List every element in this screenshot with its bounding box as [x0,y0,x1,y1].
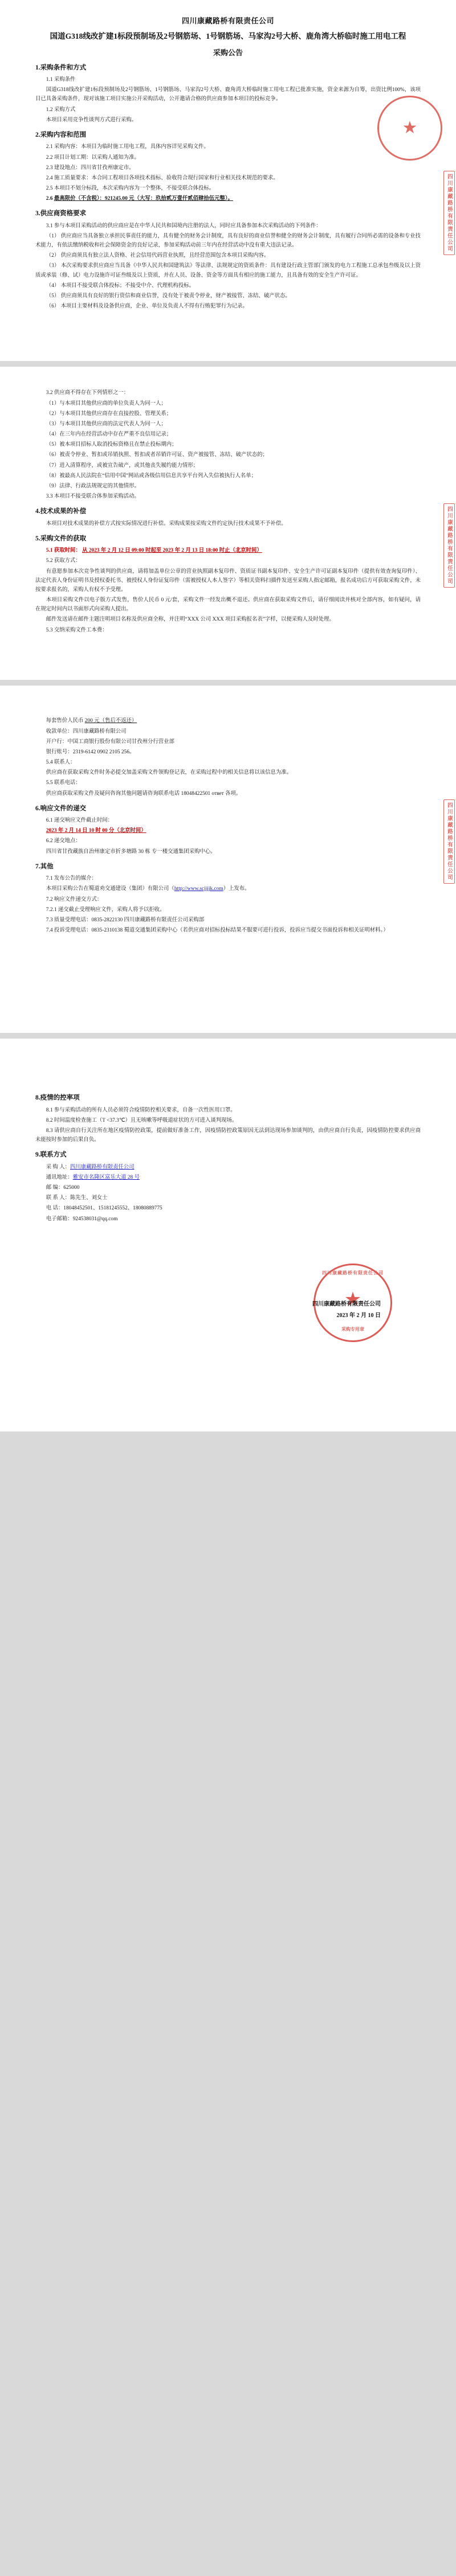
section-heading-9: 9.联系方式 [35,1151,67,1159]
contact-email: 电子邮箱：924538031@qq.com [46,1216,118,1222]
para-3-1-3: （3） 本次采购要求供应商应当具备《中华人民共和国建筑法》等法律、法规规定的资质条件：具有建设行政主管部门颁发的电力工程施工总承包叁级及以上资质或承装（修、试）电力设施许可证叁级及以上资质，并在人员、设备、资金等方面具有相应的施工能力，且具备有效的安全生产许可证。 [35,263,421,278]
section-heading-7: 7.其他 [35,863,54,870]
sheet-2 [0,361,456,680]
para-5-3: 5.3 交纳采购文件工本费： [46,627,108,633]
section-heading-6: 6.响应文件的递交 [35,805,87,812]
edge-vertical-seal-1: 四川康藏路桥有限责任公司 [443,171,455,255]
para-3-2-item-1: （1）与本项目其他供应商的单位负责人为同一人； [46,400,166,407]
edge-vertical-seal-2: 四川康藏路桥有限责任公司 [443,503,455,588]
para-2-2: 2.2 项目计划工期：以采购人通知为准。 [46,154,140,161]
para-1-1-body: 国道G318线改扩建1标段预制场及2号钢筋场、1号钢筋场、马家沟2号大桥、鹿角湾大桥临时施工用电工程已批准实施，资金来源为自筹，出资比例100%，该项目已具备采购条件，现对该施工项目实施公开采购活动，公开邀请合格的供应商参加本项目的投标竞争。 [35,87,421,102]
contact-phone: 电 话：18048452501、15181245552、18080889775 [46,1205,162,1212]
para-3-1-5: （5） 供应商须具有良好的银行资信和商业信誉，没有处于被责令停业，财产被接管、冻结、破产状态。 [46,293,291,299]
para-6-1-deadline: 2023 年 2 月 14 日 10 时 00 分（北京时间） [46,828,146,834]
seal-top-text: 四川康藏路桥有限责任公司 [322,1270,384,1275]
para-7-2-1: 7.2.1 递交截止受理响应文件，采购人将予以拒收。 [46,906,165,913]
para-3-2-intro: 3.2 供应商不得存在下列情形之一： [46,390,129,396]
para-5-2-body2: 本项目采购文件以电子版方式发售，售价人民币 0 元/套，采购文件一经发出概不退还。供应商在获取采购文件后，请仔细阅读并核对全部内容，如有疑问，请在规定时间内以书面形式向采购人提出。 [35,597,421,613]
contact-purchaser: 采 购 人：四川康藏路桥有限责任公司 [46,1164,135,1170]
para-3-1-6: （6） 本项目主要材料及设备供应商，企业、单位及负责人不得有行贿犯罪行为记录。 [46,303,248,310]
signature-block [35,1246,421,1343]
signature-company: 四川康藏路桥有限责任公司 [312,1301,381,1307]
signature-date: 2023 年 2 月 10 日 [336,1312,381,1319]
para-5-1: 5.1 获取时间： 从 2023 年 2 月 12 日 09:00 时起至 2023 年 2 月 13 日 18:00 时止（北京时间） [46,548,262,554]
para-3-2-item-8: （8）被最高人民法院在“信用中国”网站或各级信用信息共享平台列入失信被执行人名单； [46,473,257,479]
section-heading-1: 1.采购条件和方式 [35,64,87,71]
para-7-1-body: 本项目采购公告在蜀道劝交通建设（集团）有限公司（http://www.scjjjjk.com）上发布。 [46,886,250,892]
para-8-1: 8.1 参与采购活动的所有人员必须符合疫情防控相关要求，自备一次性医用口罩。 [46,1107,236,1113]
para-3-1-1: （1） 供应商应当具备独立承担民事责任的能力，具有健全的财务会计制度，具有良好的商业信誉和健全的财务会计制度，具有履行合同所必需的设备和专业技术能力，有依法缴纳税收和社会保障资金的良好记录，参加采购活动前三年内在经营活动中没有重大违法记录。 [35,233,421,249]
para-4-body: 本项目对技术成果的补偿方式按实际情况进行补偿。采购成果按采购文件约定执行技术成果不予补偿。 [46,520,287,527]
para-fee-amount: 每套售价人民币 200 元（售后不返还） [46,718,137,724]
para-2-3: 2.3 建设地点：四川省甘孜州康定市。 [46,165,135,171]
para-3-1: 3.1 参与本项目采购活动的供应商应是在中华人民共和国境内注册的法人，同时应具备参加本次采购活动的下列条件： [46,223,321,229]
para-5-2-body3: 邮件发送请在邮件主题注明项目名称及供应商全称，并注明“XXX 公司 XXX 项目采购报名表”字样，以便采购人及时处理。 [46,617,335,623]
section-heading-3: 3.供应商资格要求 [35,210,87,218]
contact-address: 通讯地址：雅安市名隆区富乐大道 28 号 [46,1174,140,1180]
para-5-5-body: 供应商获取采购文件及疑问咨询其他问题请咨询联系电话 18048422501 ответ 各项。 [46,790,242,797]
para-5-4-body: 供应商在获取采购文件时务必提交加盖采购文件领购登记表，在采购过程中的相关信息将以该信息为准。 [46,770,292,776]
contact-person: 联 系 人：陈先生、刘女士 [46,1195,108,1201]
para-2-5: 2.5 本项目不划分标段，本次采购内容为一个整体，不接受联合体投标。 [46,186,215,192]
para-7-1: 7.1 发布公告的媒介： [46,876,97,882]
para-payee: 收款单位：四川康藏路桥有限公司 [46,728,127,735]
para-7-3: 7.3 质量受理电话：0835-2822130 四川康藏路桥有限责任公司采购部 [46,917,205,923]
section-heading-8: 8.疫情的控率项 [35,1094,80,1102]
para-3-2-item-5: （5）被本项目招标人取消投标资格且在禁止投标期内； [46,442,177,448]
para-2-6-max-price: 2.6 最高限价（不含税）：921245.00 元（大写：玖拾贰万壹仟贰佰肆拾伍元整）。 [46,196,233,202]
section-heading-2: 2.采购内容和范围 [35,131,87,138]
para-8-3: 8.3 请供应商自行关注所在地区疫情防控政策，提前做好准备工作，因疫情防控政策原因无法到达现场参加谈判的，由供应商自行负责，因疫情防控要求供应商未能按时参加的后果自负。 [35,1128,421,1143]
para-5-4: 5.4 联系人： [46,760,76,766]
para-1-1: 1.1 采购条件 [46,77,76,83]
seal-bottom-text: 采购专用章 [341,1326,364,1332]
sheet-1 [0,0,456,361]
document-subtitle: 采购公告 [213,48,243,57]
para-3-3: 3.3 本项目不接受联合体参加采购活动。 [46,494,140,500]
para-5-2-body: 有意愿参加本次竞争性谈判的供应商，请将加盖单位公章的营业执照副本复印件、资质证书副本复印件、安全生产许可证副本复印件（提供有效查询复印件）、法定代表人身份证明书及授权委托书、被授权人身份证复印件（需被授权人本人签字）等相关资料扫描件发送至采购人指定邮箱，报名成功后方可获取采购文件，未按要求报名的，采购人有权不予受理。 [35,568,421,593]
seal-star-icon: ★ [344,1289,362,1310]
section-heading-4: 4.技术成果的补偿 [35,508,87,515]
para-account: 银行账号：2319-6142 0902 2105 256。 [46,749,135,755]
para-6-2: 6.2 递交地点： [46,838,81,844]
para-3-2-item-4: （4）在三年内在经营活动中存在严重不良信用记录； [46,432,172,438]
para-7-4: 7.4 投诉受理电话：0835-2310138 蜀道交通集团采购中心（若供应商对招标投标结果不服要可进行投诉，投诉应当提交书面投诉和相关证明材料。） [46,928,389,934]
company-name: 四川康藏路桥有限责任公司 [181,17,274,25]
section-heading-5: 5.采购文件的获取 [35,535,87,542]
para-bank: 开户行：中国工商银行股份有限公司甘孜州分行营业部 [46,739,174,745]
para-3-1-4: （4） 本项目不接受联合体投标；不接受中介、代理机构投标。 [46,282,194,289]
para-1-2: 1.2 采购方式 [46,106,76,113]
para-3-1-2: （2） 供应商须具有独立法人资格、社会信用代码营业执照，且经营范围包含本项目采购内容。 [46,253,270,259]
para-3-2-item-3: （3）与本项目其他供应商的法定代表人为同一人； [46,421,166,427]
para-8-2: 8.2 时间温度检查施工（T <37.3℃）且无咳嗽等呼吸道症状的方可进入谈判现场。 [46,1117,238,1123]
seal-star-icon: ★ [402,118,418,137]
para-7-2: 7.2 响应文件递交方式： [46,896,103,903]
sheet-4 [0,1033,456,1431]
para-5-5: 5.5 联系电话： [46,780,81,786]
para-2-1: 2.1 采购内容：本项目为临时施工用电工程，具体内容详见采购文件。 [46,144,209,150]
para-5-2: 5.2 获取方式： [46,558,81,564]
announcement-link[interactable]: http://www.scjjjjk.com [174,886,223,892]
para-3-2-item-7: （7）进入清算程序，或被宣告破产，或其他丧失履约能力情形； [46,462,198,469]
para-6-2-body: 四川省甘孜藏族自治州康定市折多塘路 30 栋 专一楼交通集团采购中心。 [46,848,216,855]
para-3-2-item-9: （9）法律、行政法规规定的其他情形。 [46,483,140,489]
sheet-3 [0,680,456,1033]
contact-postcode: 邮 编：625000 [46,1185,80,1191]
para-6-1: 6.1 递交响应文件截止时间： [46,818,113,824]
para-3-2-item-6: （6）被责令停业、暂扣或吊销执照、暂扣或者吊销许可证、资产被接管、冻结、破产状态的； [46,452,268,458]
edge-vertical-seal-3: 四川康藏路桥有限责任公司 [443,799,455,884]
para-1-2-body: 本项目采用竞争性谈判方式进行采购。 [46,117,137,123]
para-3-2-item-2: （2）与本项目其他供应商存在直接控股、管理关系； [46,411,172,417]
document-title: 国道G318线改扩建1标段预制场及2号钢筋场、1号钢筋场、马家沟2号大桥、鹿角湾大桥临时施工用电工程 [50,32,406,41]
para-2-4: 2.4 施工质量要求：本合同工程项目各项技术指标、验收符合现行国家和行业相关技术规范的要求。 [46,175,279,181]
